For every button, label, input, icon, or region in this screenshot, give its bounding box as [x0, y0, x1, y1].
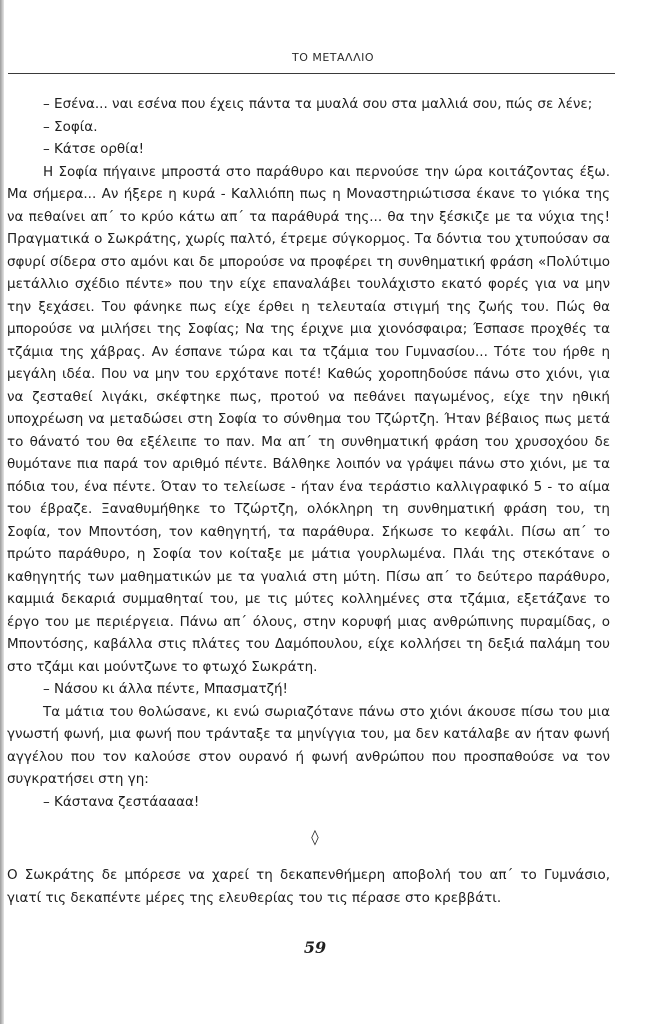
header-rule [8, 73, 615, 74]
body-paragraph: Τα μάτια του θολώσανε, κι ενώ σωριαζότανε πάνω στο χιόνι άκουσε πίσω του μια γνωστή φωνή, μια φωνή που τράνταξε τα μηνίγγια του, μα δεν κατάλαβε αν ήταν φωνή αγγέλου που τον καλούσε στον ουρανό ή φωνή ανθρώπου που προσπαθούσε να τον συγκρατήσει στη γη: [7, 703, 610, 787]
body-text [7, 93, 610, 813]
section-break-lozenge: ◊ [311, 828, 319, 846]
dialogue-line: – Σοφία. [43, 118, 98, 135]
closing-text [7, 864, 610, 909]
closing-paragraph: Ο Σωκράτης δε μπόρεσε να χαρεί τη δεκαπενθήμερη αποβολή του απ΄ το Γυμνάσιο, γιατί τις δεκαπέντε μέρες της ελευθερίας του τις πέρασε στο κρεββάτι. [7, 867, 610, 906]
dialogue-line: – Νάσου κι άλλα πέντε, Μπασματζή! [43, 681, 288, 697]
dialogue-line: – Κάτσε ορθία! [43, 141, 145, 157]
body-paragraph: Η Σοφία πήγαινε μπροστά στο παράθυρο και περνούσε την ώρα κοιτάζοντας έξω. Μα σήμερα... Αν ήξερε η κυρά - Καλλιόπη πως η Μοναστηριώτισσα έκανε το γιόκα της να πεθαίνει απ΄ το κρύο κάτω απ΄ τα παράθυρά της... θα την ξέσκιζε με τα νύχια της! Πραγματικά ο Σωκράτης, χωρίς παλτό, έτρεμε σύγκορμος. Τα δόντια του χτυπούσαν σα σφυρί σίδερα στο αμόνι και δε μπορούσε να προφέρει τη συνθηματική φράση «Πολύτιμο μετάλλιο σχέδιο πέντε» που την είχε επαναλάβει τουλάχιστο εκατό φορές για να μην την ξεχάσει. Του φάνηκε πως είχε έρθει η τελευταία στιγμή της ζωής του. Πώς θα μπορούσε να μιλήσει της Σοφίας; Να της έριχνε μια χιονόσφαιρα; Έσπασε προχθές τα τζάμια της χάβρας. Αν έσπανε τώρα και τα τζάμια του Γυμνασίου... Τότε του ήρθε η μεγάλη ιδέα. Που να μην του ερχότανε ποτέ! Καθώς χοροπηδούσε πάνω στο χιόνι, για να ζεσταθεί λιγάκι, σκέφτηκε πως, προτού να πεθάνει παγωμένος, είχε την ηθική υποχρέωση να μεταδώσει στη Σοφία το σύνθημα του Τζώρτζη. Ήταν βέβαιος πως μετά το θάνατό του θα εξέλειπε το παν. Μα απ΄ τη συνθηματική φράση του χρυσοχόου δε θυμότανε πια παρά τον αριθμό πέντε. Βάλθηκε λοιπόν να γράψει πάνω στο χιόνι, με τα πόδια του, ένα πέντε. Όταν το τελείωσε - ήταν ένα τεράστιο καλλιγραφικό 5 - το αίμα του έβραζε. Ξαναθυμήθηκε το Τζώρτζη, ολόκληρη τη συνθηματική φράση του, τη Σοφία, τον Μποντόση, τον καθηγητή, τα παράθυρα. Σήκωσε το κεφάλι. Πίσω απ΄ το πρώτο παράθυρο, η Σοφία τον κοίταξε με μάτια γουρλωμένα. Πλάι της στεκότανε ο καθηγητής των μαθηματικών με τα γυαλιά στη μύτη. Πίσω απ΄ το δεύτερο παράθυρο, καμμιά δεκαριά συμμαθηταί του, με τις μύτες κολλημένες στα τζάμια, εξετάζανε το έργο του με περιέργεια. Πάνω απ΄ όλους, στην κορυφή μιας ανθρώπινης πυραμίδας, ο Μποντόσης, καβάλλα στις πλάτες του Δαμόπουλου, είχε κολλήσει τη δεξιά παλάμη του στο τζάμι και μούντζωνε το φτωχό Σωκράτη. [7, 163, 610, 675]
dialogue-line: – Εσένα... ναι εσένα που έχεις πάντα τα μυαλά σου στα μαλλιά σου, πώς σε λένε; [43, 96, 593, 112]
page-spine-shadow [0, 0, 4, 1024]
dialogue-line: – Κάστανα ζεστάαααα! [43, 793, 200, 810]
running-head: ΤΟ ΜΕΤΑΛΛΙΟ [291, 51, 374, 64]
page-number: 59 [303, 938, 327, 957]
